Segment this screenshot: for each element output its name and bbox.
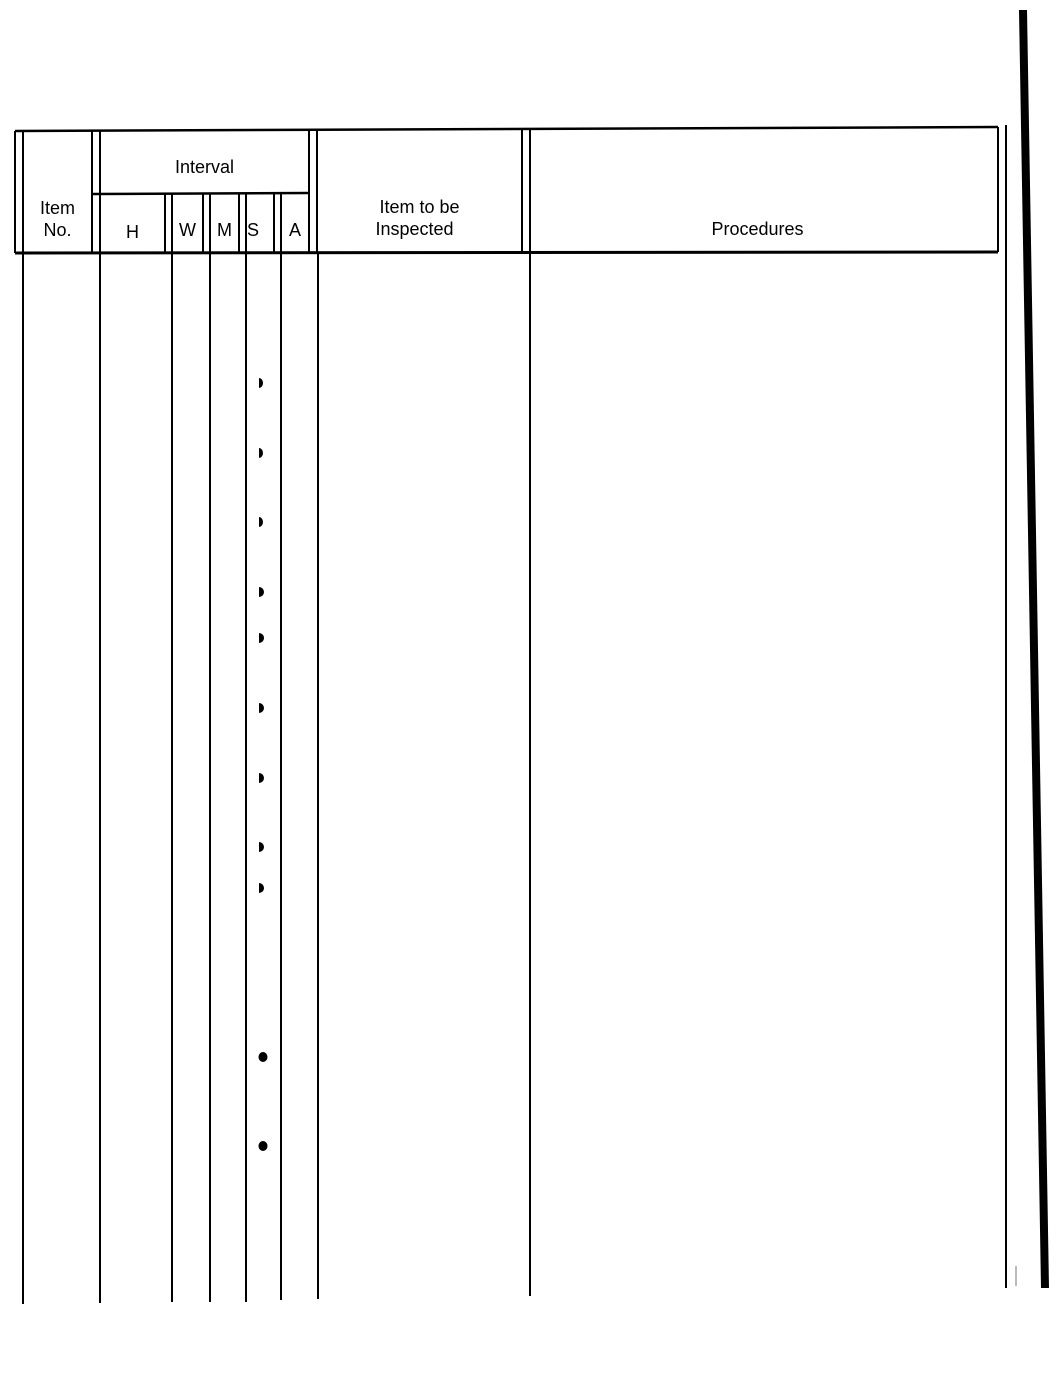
body-column-rules xyxy=(23,125,1006,1304)
header-item-no-line2: No. xyxy=(43,220,72,240)
s-marker xyxy=(259,883,264,893)
header-col-h: H xyxy=(126,222,139,242)
margin-change-bar xyxy=(1019,10,1049,1288)
header-item-to-be-line2: Inspected xyxy=(375,219,454,239)
header-col-a: A xyxy=(288,220,301,240)
header-item-no-line1: Item xyxy=(39,198,75,218)
s-marker xyxy=(259,587,264,597)
header-col-s: S xyxy=(246,220,259,240)
s-marker xyxy=(259,448,263,458)
header-procedures: Procedures xyxy=(711,219,804,239)
s-marker xyxy=(259,1052,268,1062)
s-marker xyxy=(259,378,263,388)
s-column-markers xyxy=(259,378,268,1151)
header-col-m: M xyxy=(217,220,232,240)
s-marker xyxy=(259,633,264,643)
s-marker xyxy=(259,773,264,783)
s-marker xyxy=(259,517,263,527)
header-item-no xyxy=(23,197,92,241)
header-col-w: W xyxy=(179,220,196,240)
s-marker xyxy=(259,1141,268,1151)
s-marker xyxy=(259,842,264,852)
header-item-to-be-line1: Item to be xyxy=(379,197,460,217)
header-item-to-be-inspected xyxy=(317,196,522,240)
s-marker xyxy=(259,703,264,713)
header-interval: Interval xyxy=(174,157,235,177)
